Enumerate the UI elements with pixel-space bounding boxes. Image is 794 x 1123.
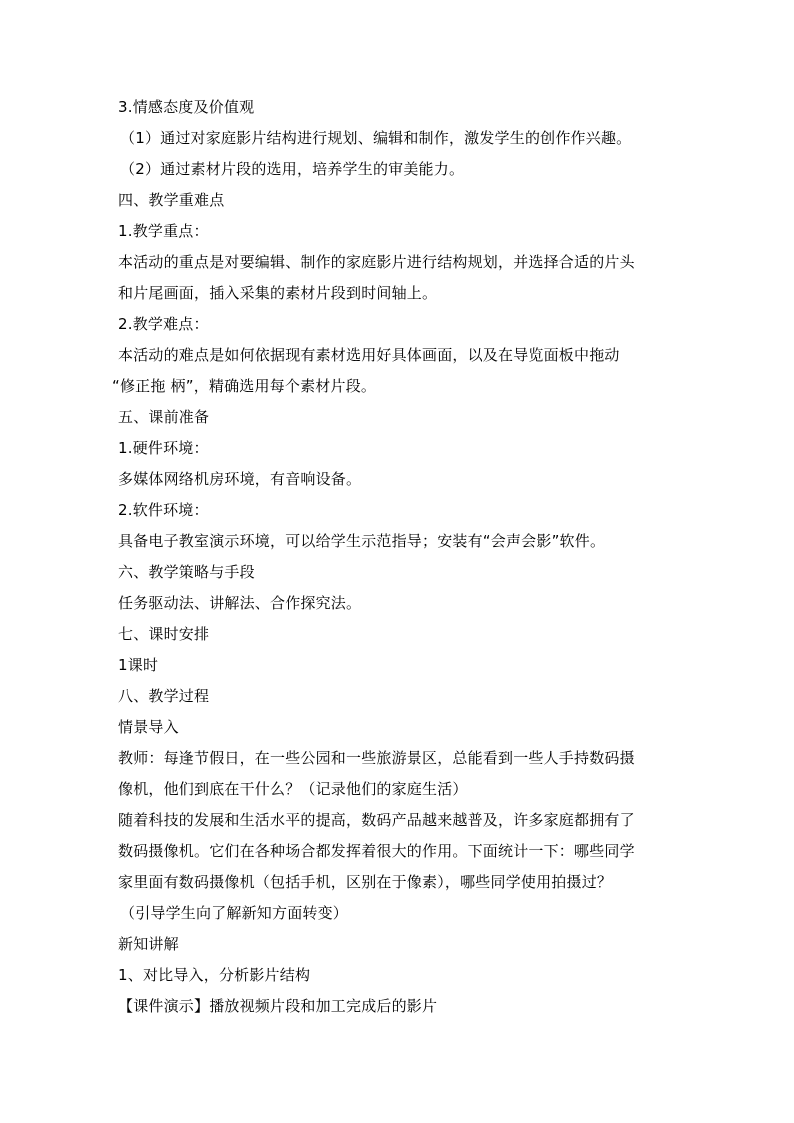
subsection-heading: 2.软件环境： <box>118 501 209 519</box>
text-line: 任务驱动法、讲解法、合作探究法。 <box>118 594 362 612</box>
text-line: “修正拖 柄”，精确选用每个素材片段。 <box>112 377 377 395</box>
text-line: 数码摄像机。它们在各种场合都发挥着很大的作用。下面统计一下：哪些同学 <box>118 842 635 860</box>
text-line: 本活动的难点是如何依据现有素材选用好具体画面，以及在导览面板中拖动 <box>118 346 620 364</box>
subsection-heading: 情景导入 <box>118 718 179 736</box>
text-line: （1）通过对家庭影片结构进行规划、编辑和制作，激发学生的创作作兴趣。 <box>120 129 632 147</box>
subsection-heading: 1.硬件环境： <box>118 439 209 457</box>
text-line: （引导学生向了解新知方面转变） <box>120 904 349 922</box>
text-line: 像机，他们到底在干什么？（记录他们的家庭生活） <box>118 780 468 798</box>
text-line: 家里面有数码摄像机（包括手机，区别在于像素），哪些同学使用拍摄过？ <box>118 873 613 891</box>
text-line: （2）通过素材片段的选用，培养学生的审美能力。 <box>120 160 465 178</box>
text-line: 和片尾画面，插入采集的素材片段到时间轴上。 <box>118 284 438 302</box>
text-line: 教师：每逢节假日，在一些公园和一些旅游景区，总能看到一些人手持数码摄 <box>118 749 635 767</box>
subsection-heading: 新知讲解 <box>118 935 179 953</box>
section-heading: 四、教学重难点 <box>118 191 225 209</box>
section-heading: 七、课时安排 <box>118 625 210 643</box>
text-line: 1、对比导入，分析影片结构 <box>118 966 311 984</box>
section-heading: 五、课前准备 <box>118 408 210 426</box>
text-line: 本活动的重点是对要编辑、制作的家庭影片进行结构规划，并选择合适的片头 <box>118 253 635 271</box>
subsection-heading: 2.教学难点： <box>118 315 209 333</box>
text-line: 多媒体网络机房环境，有音响设备。 <box>118 470 362 488</box>
section-heading: 3.情感态度及价值观 <box>118 98 255 116</box>
text-line: 随着科技的发展和生活水平的提高，数码产品越来越普及，许多家庭都拥有了 <box>118 811 635 829</box>
document-page <box>112 92 678 1022</box>
text-line: 【课件演示】播放视频片段和加工完成后的影片 <box>118 997 438 1015</box>
text-line: 具备电子教室演示环境，可以给学生示范指导；安装有“会声会影”软件。 <box>118 532 606 550</box>
section-heading: 八、教学过程 <box>118 687 210 705</box>
section-heading: 六、教学策略与手段 <box>118 563 255 581</box>
text-line: 1课时 <box>118 656 159 674</box>
subsection-heading: 1.教学重点： <box>118 222 209 240</box>
